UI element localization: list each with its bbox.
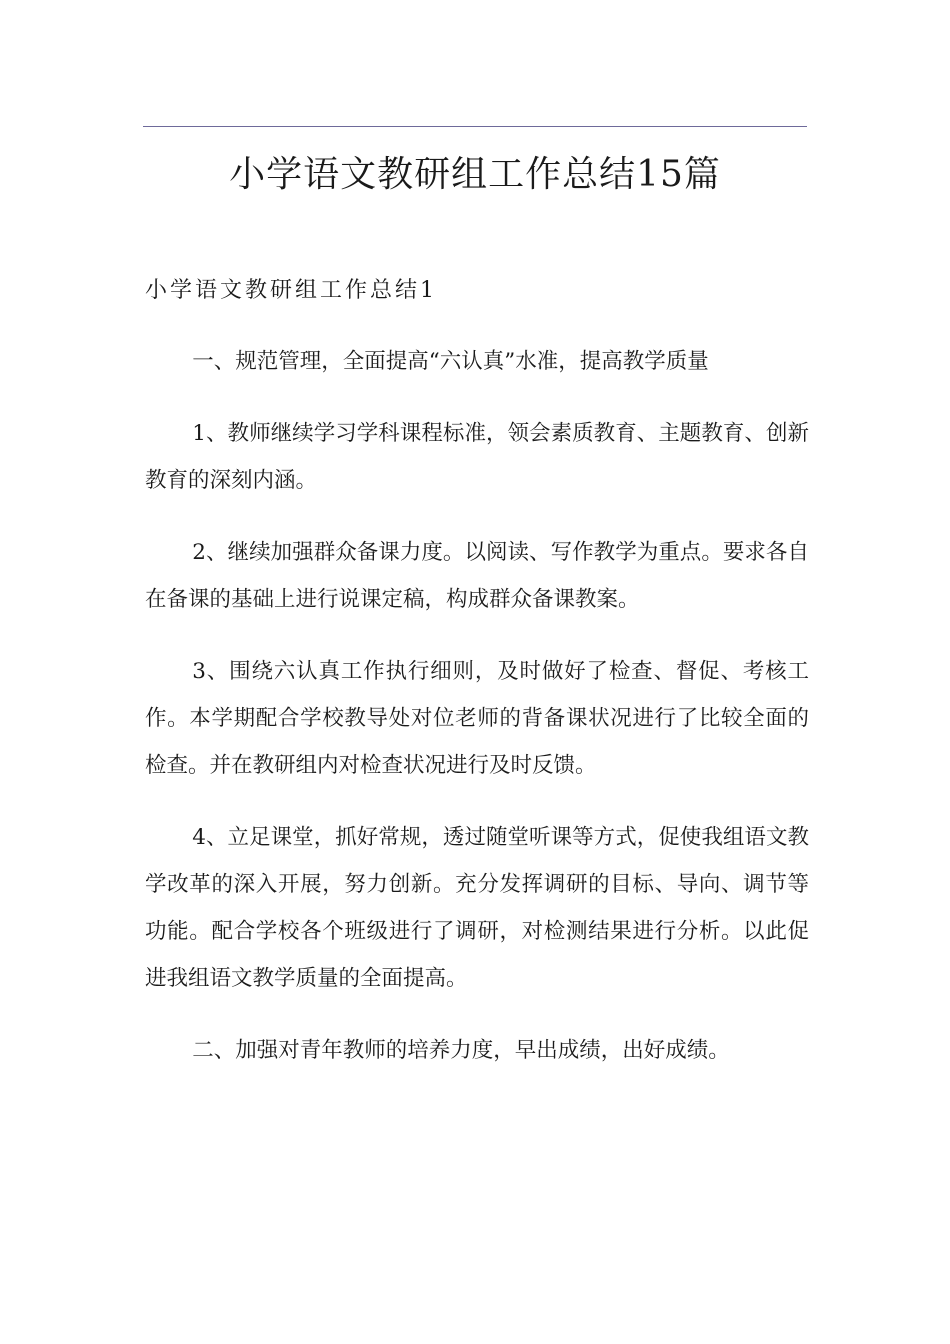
paragraph: 4、立足课堂，抓好常规，透过随堂听课等方式，促使我组语文教学改革的深入开展，努力创新。充分发挥调研的目标、导向、调节等功能。配合学校各个班级进行了调研，对检测结果进行分析。以此促进我组语文教学质量的全面提高。: [145, 825, 809, 991]
paragraph: 2、继续加强群众备课力度。以阅读、写作教学为重点。要求各自在备课的基础上进行说课定稿，构成群众备课教案。: [145, 540, 809, 612]
paragraph: 二、加强对青年教师的培养力度，早出成绩，出好成绩。: [192, 1038, 730, 1063]
paragraph: 3、围绕六认真工作执行细则，及时做好了检查、督促、考核工作。本学期配合学校教导处对位老师的背备课状况进行了比较全面的检查。并在教研组内对检查状况进行及时反馈。: [145, 659, 809, 778]
section-heading: 小学语文教研组工作总结1: [145, 278, 437, 303]
header-rule: [143, 126, 807, 127]
paragraph: 一、规范管理，全面提高“六认真”水准，提高教学质量: [192, 349, 709, 374]
document-title: 小学语文教研组工作总结15篇: [229, 154, 721, 195]
paragraph: 1、教师继续学习学科课程标准，领会素质教育、主题教育、创新教育的深刻内涵。: [145, 421, 809, 493]
document-body: [145, 338, 809, 1099]
